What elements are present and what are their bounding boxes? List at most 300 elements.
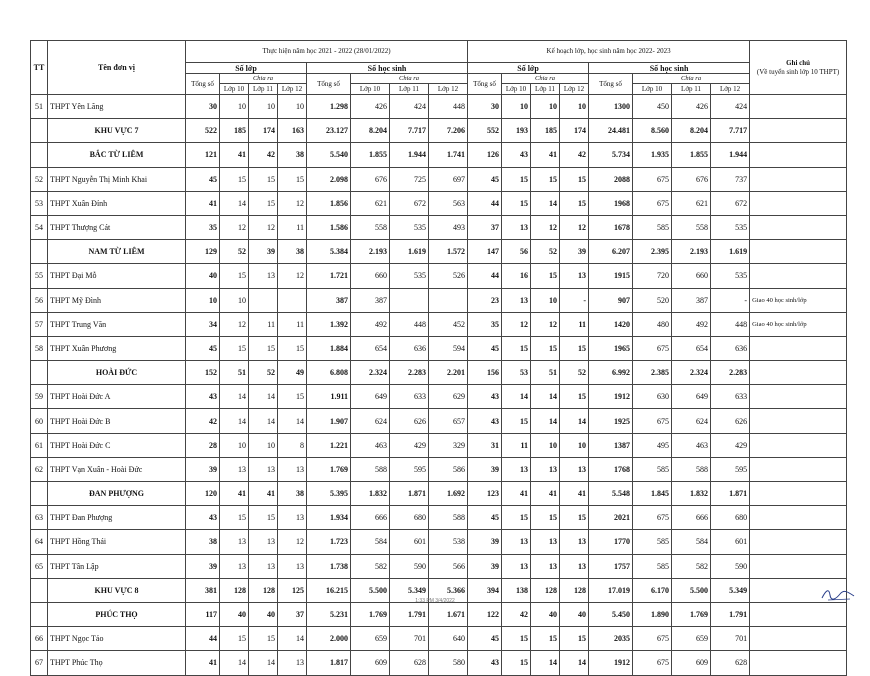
- value-cell: 12: [220, 215, 249, 239]
- row-number: 61: [31, 433, 48, 457]
- value-cell: 41: [531, 482, 560, 506]
- col-tt-header: TT: [31, 41, 48, 95]
- value-cell: 1.619: [390, 240, 429, 264]
- value-cell: 1.723: [307, 530, 351, 554]
- value-cell: 13: [502, 457, 531, 481]
- row-number: 63: [31, 506, 48, 530]
- note-cell: [750, 433, 847, 457]
- value-cell: 629: [429, 385, 468, 409]
- value-cell: 10: [220, 433, 249, 457]
- note-title: Ghi chú: [786, 58, 811, 67]
- row-number: 65: [31, 554, 48, 578]
- value-cell: 13: [531, 530, 560, 554]
- value-cell: 2.395: [633, 240, 672, 264]
- value-cell: 624: [351, 409, 390, 433]
- value-cell: 44: [186, 627, 220, 651]
- value-cell: 15: [249, 167, 278, 191]
- school-name: THPT Tân Lập: [48, 554, 186, 578]
- value-cell: 1.769: [307, 457, 351, 481]
- value-cell: 580: [429, 651, 468, 675]
- value-cell: 654: [351, 336, 390, 360]
- value-cell: 535: [711, 264, 750, 288]
- value-cell: 701: [390, 627, 429, 651]
- note-header: [750, 41, 847, 95]
- value-cell: 23: [468, 288, 502, 312]
- value-cell: 535: [390, 215, 429, 239]
- value-cell: 2021: [589, 506, 633, 530]
- value-cell: 38: [278, 143, 307, 167]
- value-cell: 147: [468, 240, 502, 264]
- value-cell: 1.935: [633, 143, 672, 167]
- value-cell: 675: [633, 191, 672, 215]
- signature-mark-icon: [820, 586, 856, 602]
- value-cell: 5.540: [307, 143, 351, 167]
- value-cell: 1.944: [390, 143, 429, 167]
- table-row: [31, 457, 847, 481]
- group-name: KHU VỰC 8: [48, 578, 186, 602]
- value-cell: 11: [560, 312, 589, 336]
- school-name: THPT Hoài Đức C: [48, 433, 186, 457]
- value-cell: 676: [672, 167, 711, 191]
- value-cell: 1.738: [307, 554, 351, 578]
- row-number: 66: [31, 627, 48, 651]
- value-cell: 15: [560, 191, 589, 215]
- row-number: 59: [31, 385, 48, 409]
- value-cell: 526: [429, 264, 468, 288]
- value-cell: 7.206: [429, 119, 468, 143]
- value-cell: 45: [468, 336, 502, 360]
- school-name: THPT Phúc Thọ: [48, 651, 186, 675]
- grade-10-header: Lớp 10: [502, 84, 531, 95]
- value-cell: 424: [711, 95, 750, 119]
- value-cell: 42: [186, 409, 220, 433]
- plan-student-header: Số học sinh: [589, 63, 750, 74]
- school-name: THPT Nguyễn Thị Minh Khai: [48, 167, 186, 191]
- value-cell: 1.392: [307, 312, 351, 336]
- value-cell: 15: [560, 506, 589, 530]
- value-cell: 13: [560, 264, 589, 288]
- value-cell: 601: [711, 530, 750, 554]
- group-row: [31, 119, 847, 143]
- value-cell: 492: [351, 312, 390, 336]
- value-cell: 609: [351, 651, 390, 675]
- value-cell: 35: [468, 312, 502, 336]
- value-cell: 1300: [589, 95, 633, 119]
- value-cell: 117: [186, 602, 220, 626]
- value-cell: 13: [249, 264, 278, 288]
- value-cell: 2.193: [351, 240, 390, 264]
- value-cell: 38: [186, 530, 220, 554]
- value-cell: 15: [560, 336, 589, 360]
- value-cell: 14: [278, 627, 307, 651]
- value-cell: 1757: [589, 554, 633, 578]
- value-cell: 39: [468, 530, 502, 554]
- value-cell: 5.500: [351, 578, 390, 602]
- value-cell: 558: [351, 215, 390, 239]
- plan-student-total-header: Tổng số: [589, 74, 633, 95]
- group-name: NAM TỪ LIÊM: [48, 240, 186, 264]
- table-row: [31, 264, 847, 288]
- value-cell: 56: [502, 240, 531, 264]
- value-cell: 649: [351, 385, 390, 409]
- value-cell: 5.349: [711, 578, 750, 602]
- value-cell: 15: [220, 506, 249, 530]
- value-cell: 522: [186, 119, 220, 143]
- row-number: 64: [31, 530, 48, 554]
- actual-year-header: Thực hiện năm học 2021 - 2022 (28/01/2022): [186, 41, 468, 63]
- value-cell: 387: [351, 288, 390, 312]
- value-cell: 1.791: [711, 602, 750, 626]
- value-cell: 14: [249, 385, 278, 409]
- value-cell: 585: [633, 215, 672, 239]
- value-cell: 585: [633, 554, 672, 578]
- value-cell: 1770: [589, 530, 633, 554]
- value-cell: 2.283: [711, 361, 750, 385]
- value-cell: 14: [220, 191, 249, 215]
- value-cell: 15: [278, 167, 307, 191]
- group-name: ĐAN PHƯỢNG: [48, 482, 186, 506]
- value-cell: 15: [531, 336, 560, 360]
- row-number: 57: [31, 312, 48, 336]
- value-cell: 38: [278, 240, 307, 264]
- value-cell: 2.324: [351, 361, 390, 385]
- value-cell: 463: [672, 433, 711, 457]
- grade-10-header: Lớp 10: [633, 84, 672, 95]
- value-cell: 15: [220, 336, 249, 360]
- value-cell: 5.500: [672, 578, 711, 602]
- value-cell: 15: [560, 385, 589, 409]
- value-cell: 1.871: [390, 482, 429, 506]
- value-cell: 10: [186, 288, 220, 312]
- value-cell: 40: [531, 602, 560, 626]
- value-cell: 329: [429, 433, 468, 457]
- value-cell: 15: [249, 506, 278, 530]
- note-subtitle: (Về tuyển sinh lớp 10 THPT): [756, 67, 840, 76]
- value-cell: 15: [531, 167, 560, 191]
- school-name: THPT Yên Lãng: [48, 95, 186, 119]
- grade-11-header: Lớp 11: [390, 84, 429, 95]
- note-cell: [750, 119, 847, 143]
- value-cell: 35: [186, 215, 220, 239]
- value-cell: 654: [672, 336, 711, 360]
- note-cell: [750, 457, 847, 481]
- value-cell: 52: [220, 240, 249, 264]
- value-cell: 492: [672, 312, 711, 336]
- value-cell: 120: [186, 482, 220, 506]
- value-cell: 13: [278, 554, 307, 578]
- value-cell: 129: [186, 240, 220, 264]
- value-cell: 39: [249, 240, 278, 264]
- value-cell: 672: [390, 191, 429, 215]
- value-cell: 535: [390, 264, 429, 288]
- value-cell: 426: [672, 95, 711, 119]
- table-row: [31, 554, 847, 578]
- value-cell: 594: [429, 336, 468, 360]
- value-cell: 13: [531, 554, 560, 578]
- value-cell: 1420: [589, 312, 633, 336]
- value-cell: 1678: [589, 215, 633, 239]
- value-cell: 720: [633, 264, 672, 288]
- value-cell: 1.572: [429, 240, 468, 264]
- value-cell: 493: [429, 215, 468, 239]
- value-cell: 387: [307, 288, 351, 312]
- value-cell: [278, 288, 307, 312]
- plan-year-header: Kế hoạch lớp, học sinh năm học 2022- 2023: [468, 41, 750, 63]
- value-cell: 42: [249, 143, 278, 167]
- table-row: [31, 627, 847, 651]
- value-cell: 14: [531, 385, 560, 409]
- table-row: [31, 288, 847, 312]
- value-cell: 41: [220, 482, 249, 506]
- value-cell: 12: [560, 215, 589, 239]
- value-cell: 1387: [589, 433, 633, 457]
- value-cell: 13: [249, 530, 278, 554]
- value-cell: 558: [672, 215, 711, 239]
- value-cell: 660: [351, 264, 390, 288]
- value-cell: 14: [531, 651, 560, 675]
- value-cell: 701: [711, 627, 750, 651]
- value-cell: 41: [186, 651, 220, 675]
- value-cell: -: [711, 288, 750, 312]
- value-cell: 42: [502, 602, 531, 626]
- value-cell: 8.204: [351, 119, 390, 143]
- table-body: [31, 95, 847, 676]
- value-cell: 633: [390, 385, 429, 409]
- value-cell: 585: [633, 530, 672, 554]
- school-name: THPT Hoài Đức B: [48, 409, 186, 433]
- value-cell: 23.127: [307, 119, 351, 143]
- actual-class-split-header: Chia ra: [220, 74, 307, 84]
- value-cell: 15: [502, 409, 531, 433]
- value-cell: 582: [672, 554, 711, 578]
- grade-10-header: Lớp 10: [220, 84, 249, 95]
- value-cell: 1.934: [307, 506, 351, 530]
- value-cell: 450: [633, 95, 672, 119]
- value-cell: 12: [249, 215, 278, 239]
- value-cell: 14: [220, 651, 249, 675]
- value-cell: 10: [249, 433, 278, 457]
- value-cell: 1.845: [633, 482, 672, 506]
- value-cell: 15: [278, 336, 307, 360]
- value-cell: 12: [220, 312, 249, 336]
- value-cell: 15: [502, 627, 531, 651]
- grade-10-header: Lớp 10: [351, 84, 390, 95]
- value-cell: 15: [502, 651, 531, 675]
- value-cell: 51: [220, 361, 249, 385]
- value-cell: 13: [560, 457, 589, 481]
- row-number: 55: [31, 264, 48, 288]
- value-cell: 7.717: [711, 119, 750, 143]
- value-cell: 1.856: [307, 191, 351, 215]
- value-cell: 2.000: [307, 627, 351, 651]
- group-name: HOÀI ĐỨC: [48, 361, 186, 385]
- value-cell: 675: [633, 506, 672, 530]
- value-cell: 11: [249, 312, 278, 336]
- value-cell: 40: [220, 602, 249, 626]
- value-cell: 495: [633, 433, 672, 457]
- value-cell: 40: [249, 602, 278, 626]
- value-cell: 14: [502, 385, 531, 409]
- value-cell: 13: [502, 530, 531, 554]
- value-cell: 14: [278, 409, 307, 433]
- value-cell: 13: [560, 554, 589, 578]
- row-number: 53: [31, 191, 48, 215]
- value-cell: 6.992: [589, 361, 633, 385]
- value-cell: 672: [711, 191, 750, 215]
- value-cell: 128: [531, 578, 560, 602]
- value-cell: 43: [186, 385, 220, 409]
- plan-student-split-header: Chia ra: [633, 74, 750, 84]
- enrollment-table: [30, 40, 847, 676]
- value-cell: 38: [278, 482, 307, 506]
- value-cell: 15: [502, 167, 531, 191]
- value-cell: 666: [672, 506, 711, 530]
- value-cell: 697: [429, 167, 468, 191]
- value-cell: 6.808: [307, 361, 351, 385]
- row-number: [31, 240, 48, 264]
- school-name: THPT Vạn Xuân - Hoài Đức: [48, 457, 186, 481]
- value-cell: 13: [502, 554, 531, 578]
- value-cell: 586: [429, 457, 468, 481]
- value-cell: 15: [531, 264, 560, 288]
- row-number: [31, 482, 48, 506]
- col-name-header: Tên đơn vị: [48, 41, 186, 95]
- school-name: THPT Trung Văn: [48, 312, 186, 336]
- value-cell: 15: [220, 264, 249, 288]
- value-cell: 52: [531, 240, 560, 264]
- value-cell: 1965: [589, 336, 633, 360]
- value-cell: -: [560, 288, 589, 312]
- value-cell: 1.298: [307, 95, 351, 119]
- value-cell: 535: [711, 215, 750, 239]
- value-cell: 5.384: [307, 240, 351, 264]
- value-cell: 633: [711, 385, 750, 409]
- value-cell: 13: [249, 457, 278, 481]
- value-cell: 725: [390, 167, 429, 191]
- value-cell: 13: [249, 554, 278, 578]
- value-cell: 11: [278, 312, 307, 336]
- value-cell: 5.366: [429, 578, 468, 602]
- value-cell: 14: [249, 409, 278, 433]
- value-cell: 429: [711, 433, 750, 457]
- value-cell: 41: [220, 143, 249, 167]
- value-cell: 680: [390, 506, 429, 530]
- group-row: [31, 482, 847, 506]
- value-cell: 41: [502, 482, 531, 506]
- value-cell: 15: [220, 167, 249, 191]
- value-cell: 52: [249, 361, 278, 385]
- value-cell: [390, 288, 429, 312]
- value-cell: 15: [531, 506, 560, 530]
- value-cell: 907: [589, 288, 633, 312]
- value-cell: 44: [468, 191, 502, 215]
- value-cell: 10: [560, 95, 589, 119]
- value-cell: 1.832: [351, 482, 390, 506]
- plan-class-split-header: Chia ra: [502, 74, 589, 84]
- value-cell: 1.619: [711, 240, 750, 264]
- group-name: BẮC TỪ LIÊM: [48, 143, 186, 167]
- actual-class-header: Số lớp: [186, 63, 307, 74]
- table-row: [31, 95, 847, 119]
- value-cell: 636: [711, 336, 750, 360]
- note-cell: [750, 264, 847, 288]
- value-cell: 185: [531, 119, 560, 143]
- note-cell: [750, 191, 847, 215]
- value-cell: 640: [429, 627, 468, 651]
- value-cell: 6.207: [589, 240, 633, 264]
- value-cell: 1.911: [307, 385, 351, 409]
- value-cell: 590: [711, 554, 750, 578]
- enrollment-sheet: [30, 40, 847, 676]
- value-cell: 15: [502, 191, 531, 215]
- value-cell: 5.349: [390, 578, 429, 602]
- value-cell: 12: [278, 264, 307, 288]
- value-cell: 11: [278, 215, 307, 239]
- value-cell: 12: [278, 530, 307, 554]
- value-cell: 628: [390, 651, 429, 675]
- group-row: [31, 143, 847, 167]
- value-cell: 14: [560, 651, 589, 675]
- value-cell: 5.450: [589, 602, 633, 626]
- school-name: THPT Đại Mỗ: [48, 264, 186, 288]
- value-cell: 44: [468, 264, 502, 288]
- value-cell: 1968: [589, 191, 633, 215]
- value-cell: 675: [633, 336, 672, 360]
- value-cell: 463: [351, 433, 390, 457]
- value-cell: 43: [468, 651, 502, 675]
- note-cell: [750, 530, 847, 554]
- value-cell: 13: [278, 457, 307, 481]
- value-cell: 1.741: [429, 143, 468, 167]
- value-cell: 43: [468, 385, 502, 409]
- value-cell: 5.395: [307, 482, 351, 506]
- value-cell: 13: [502, 288, 531, 312]
- note-cell: [750, 95, 847, 119]
- grade-11-header: Lớp 11: [672, 84, 711, 95]
- value-cell: 394: [468, 578, 502, 602]
- value-cell: 41: [531, 143, 560, 167]
- table-header: [31, 41, 847, 95]
- value-cell: 16.215: [307, 578, 351, 602]
- note-cell: [750, 167, 847, 191]
- value-cell: 39: [186, 554, 220, 578]
- value-cell: [249, 288, 278, 312]
- value-cell: 13: [278, 651, 307, 675]
- value-cell: 43: [502, 143, 531, 167]
- value-cell: 39: [186, 457, 220, 481]
- actual-student-total-header: Tổng số: [307, 74, 351, 95]
- value-cell: 28: [186, 433, 220, 457]
- value-cell: 30: [468, 95, 502, 119]
- value-cell: 37: [468, 215, 502, 239]
- note-cell: [750, 336, 847, 360]
- value-cell: 123: [468, 482, 502, 506]
- value-cell: 660: [672, 264, 711, 288]
- note-cell: [750, 143, 847, 167]
- table-row: [31, 167, 847, 191]
- value-cell: 387: [672, 288, 711, 312]
- value-cell: 13: [220, 530, 249, 554]
- value-cell: 1.832: [672, 482, 711, 506]
- value-cell: 1.890: [633, 602, 672, 626]
- table-row: [31, 651, 847, 675]
- value-cell: 8.204: [672, 119, 711, 143]
- grade-12-header: Lớp 12: [560, 84, 589, 95]
- value-cell: 15: [220, 627, 249, 651]
- value-cell: 585: [633, 457, 672, 481]
- row-number: 56: [31, 288, 48, 312]
- value-cell: 675: [633, 627, 672, 651]
